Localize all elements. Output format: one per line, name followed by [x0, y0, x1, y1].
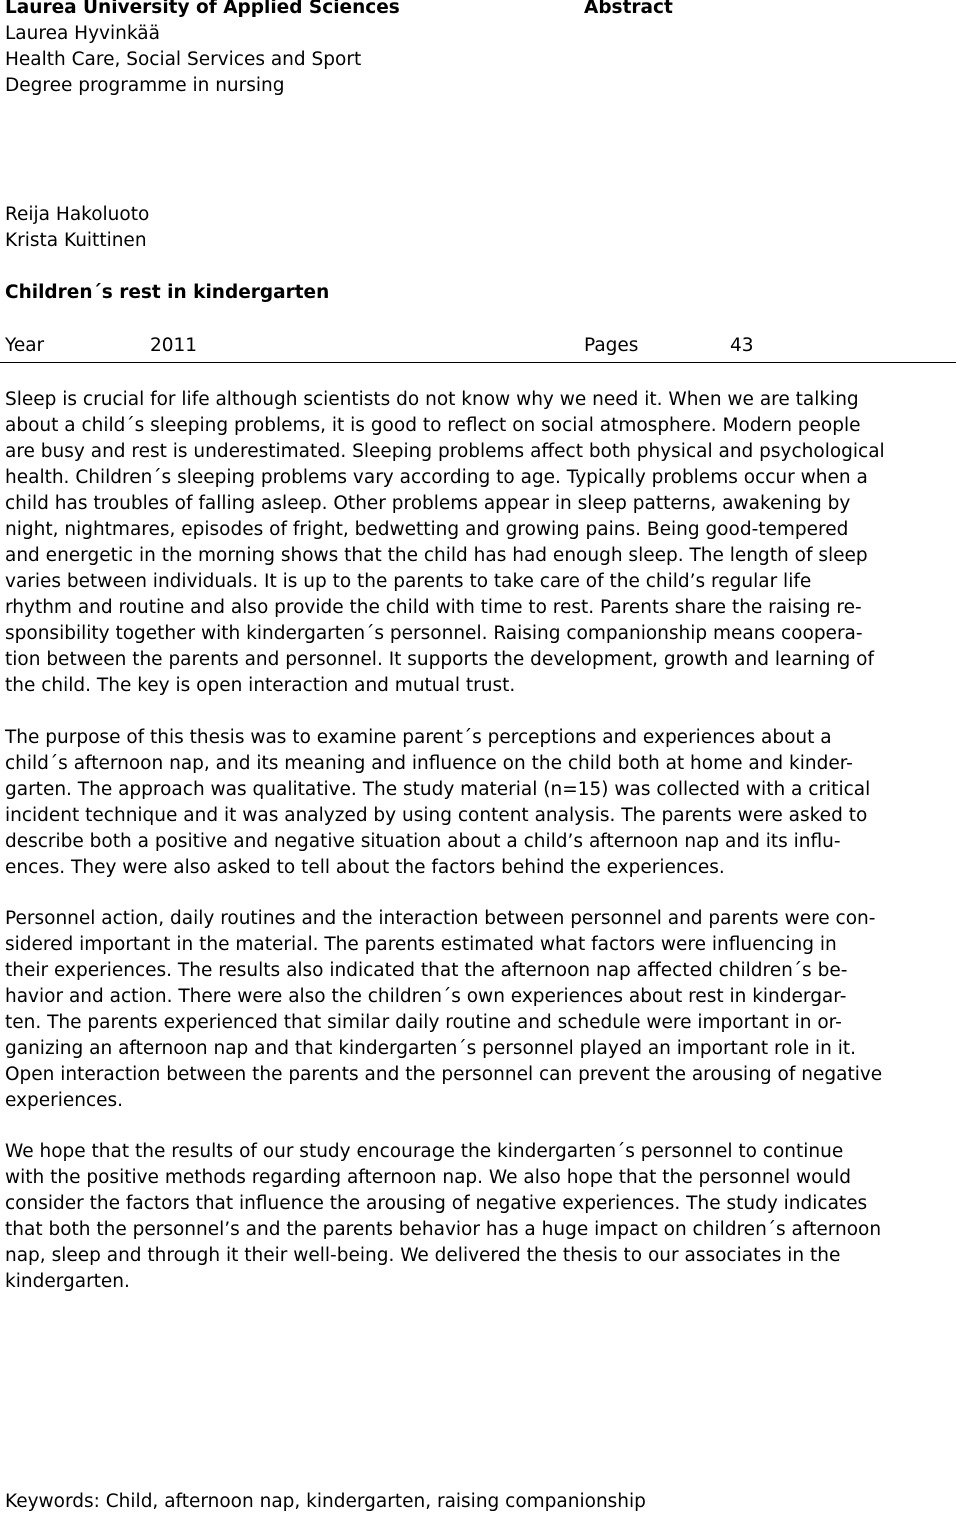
text-line: are busy and rest is underestimated. Sleeping problems affect both physical and psychological — [5, 441, 885, 462]
text-line: consider the factors that influence the arousing of negative experiences. The study indicates — [5, 1193, 868, 1214]
text-line: kindergarten. — [5, 1271, 130, 1292]
pages-label: Pages — [584, 335, 639, 356]
text-line: experiences. — [5, 1090, 124, 1111]
document-type: Abstract — [584, 0, 673, 18]
year-value: 2011 — [150, 335, 198, 356]
text-line: Personnel action, daily routines and the interaction between personnel and parents were con- — [5, 908, 876, 929]
text-line: child´s afternoon nap, and its meaning and influence on the child both at home and kinder- — [5, 753, 853, 774]
text-line: with the positive methods regarding afternoon nap. We also hope that the personnel would — [5, 1167, 852, 1188]
text-line: sidered important in the material. The parents estimated what factors were influencing in — [5, 934, 837, 955]
field-name: Health Care, Social Services and Sport — [5, 49, 362, 70]
text-line: The purpose of this thesis was to examine parent´s perceptions and experiences about a — [5, 727, 832, 748]
campus-name: Laurea Hyvinkää — [5, 23, 160, 44]
text-line: ences. They were also asked to tell about the factors behind the experiences. — [5, 857, 725, 878]
text-line: describe both a positive and negative situation about a child’s afternoon nap and its influ- — [5, 831, 841, 852]
thesis-title: Children´s rest in kindergarten — [5, 282, 330, 303]
text-line: tion between the parents and personnel. It supports the development, growth and learning of — [5, 649, 875, 670]
text-line: nap, sleep and through it their well-being. We delivered the thesis to our associates in the — [5, 1245, 841, 1266]
text-line: incident technique and it was analyzed by using content analysis. The parents were asked to — [5, 805, 868, 826]
text-line: about a child´s sleeping problems, it is good to reflect on social atmosphere. Modern people — [5, 415, 861, 436]
text-line: ten. The parents experienced that similar daily routine and schedule were important in or- — [5, 1012, 842, 1033]
text-line: havior and action. There were also the children´s own experiences about rest in kindergar- — [5, 986, 847, 1007]
text-line: that both the personnel’s and the parents behavior has a huge impact on children´s afternoon — [5, 1219, 882, 1240]
university-name: Laurea University of Applied Sciences — [5, 0, 400, 18]
text-line: health. Children´s sleeping problems vary according to age. Typically problems occur when a — [5, 467, 868, 488]
text-line: night, nightmares, episodes of fright, bedwetting and growing pains. Being good-tempered — [5, 519, 849, 540]
text-line: rhythm and routine and also provide the child with time to rest. Parents share the raising re- — [5, 597, 862, 618]
author-name: Krista Kuittinen — [5, 230, 147, 251]
text-line: and energetic in the morning shows that the child has had enough sleep. The length of sleep — [5, 545, 868, 566]
text-line: sponsibility together with kindergarten´s personnel. Raising companionship means coopera- — [5, 623, 863, 644]
text-line: varies between individuals. It is up to the parents to take care of the child’s regular life — [5, 571, 812, 592]
text-line: ganizing an afternoon nap and that kindergarten´s personnel played an important role in it. — [5, 1038, 856, 1059]
year-label: Year — [5, 335, 45, 356]
programme-name: Degree programme in nursing — [5, 75, 285, 96]
text-line: their experiences. The results also indicated that the afternoon nap affected children´s be- — [5, 960, 848, 981]
pages-value: 43 — [730, 335, 754, 356]
text-line: Open interaction between the parents and the personnel can prevent the arousing of negative — [5, 1064, 883, 1085]
text-line: child has troubles of falling asleep. Other problems appear in sleep patterns, awakening by — [5, 493, 851, 514]
text-line: Sleep is crucial for life although scientists do not know why we need it. When we are talking — [5, 389, 859, 410]
keywords: Keywords: Child, afternoon nap, kindergarten, raising companionship — [5, 1491, 646, 1512]
text-line: the child. The key is open interaction and mutual trust. — [5, 675, 516, 696]
text-line: garten. The approach was qualitative. The study material (n=15) was collected with a critical — [5, 779, 871, 800]
author-name: Reija Hakoluoto — [5, 204, 150, 225]
text-line: We hope that the results of our study encourage the kindergarten´s personnel to continue — [5, 1141, 844, 1162]
divider-line — [0, 362, 956, 363]
